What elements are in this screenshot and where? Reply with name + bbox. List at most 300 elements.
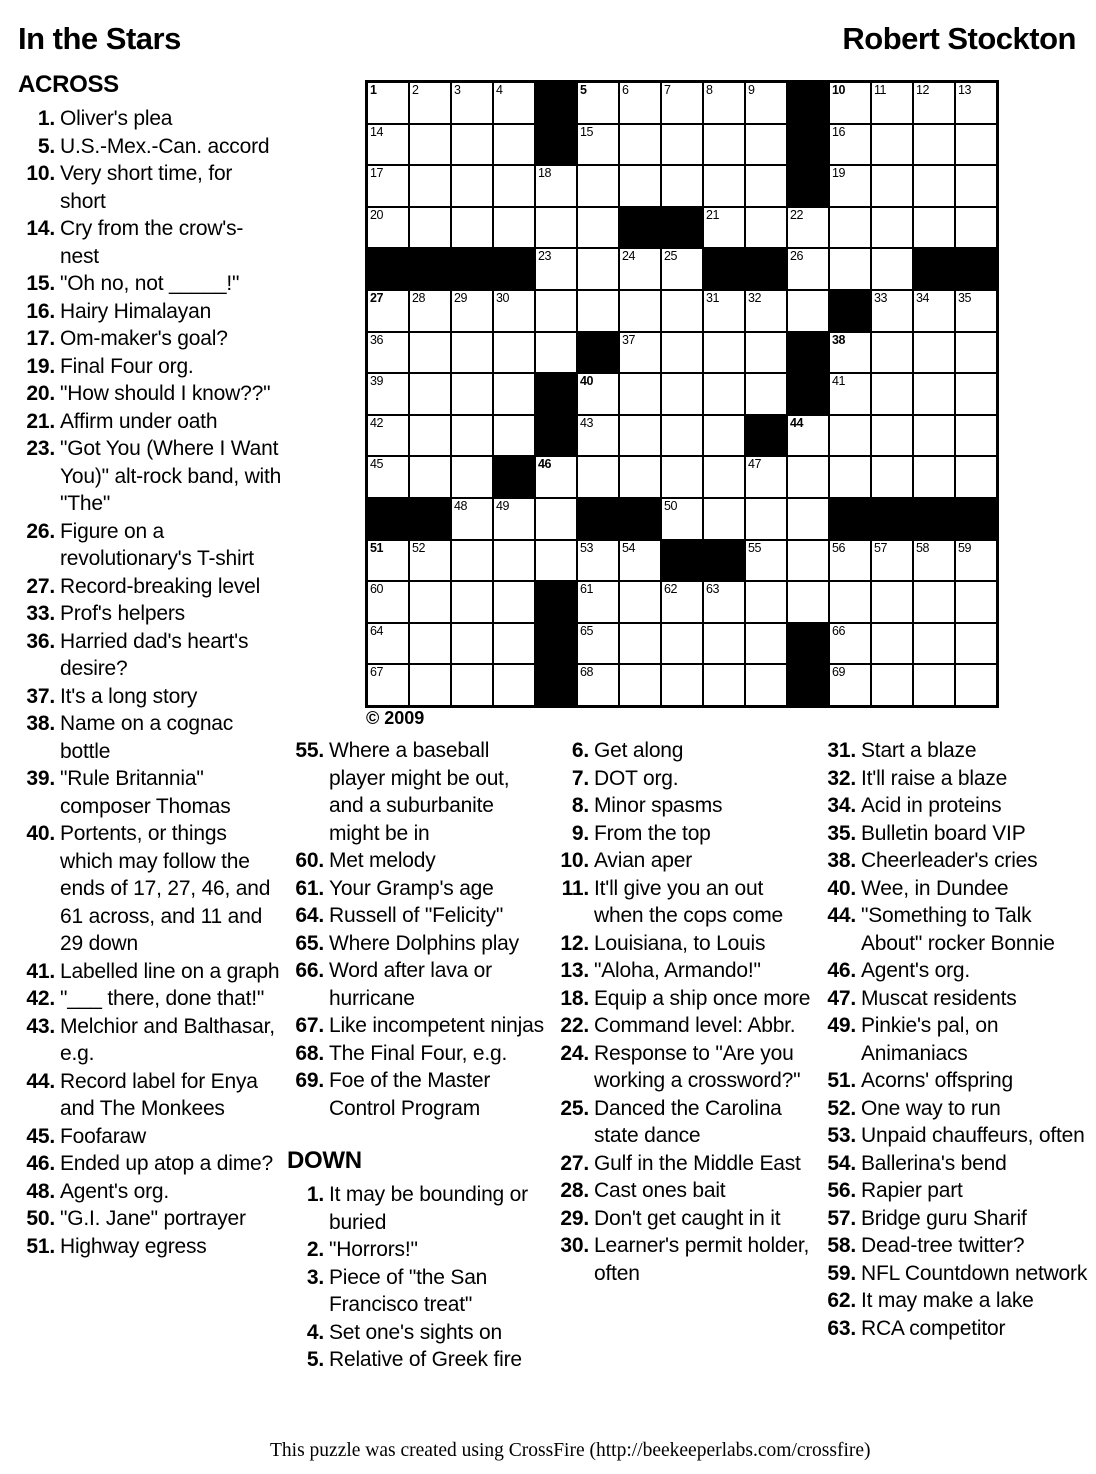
clue-number: 39. (26, 767, 55, 790)
grid-cell-r1c1[interactable] (367, 82, 409, 124)
grid-cell-r3c8[interactable] (661, 165, 703, 207)
grid-cell-r5c14-black (913, 248, 955, 290)
grid-cell-r15c14[interactable] (913, 664, 955, 706)
grid-cell-r13c13[interactable] (871, 581, 913, 623)
grid-cell-r5c11[interactable] (787, 248, 829, 290)
grid-cell-r3c15[interactable] (955, 165, 997, 207)
grid-cell-r7c8[interactable] (661, 332, 703, 374)
down-clue-34 (818, 792, 1095, 820)
grid-cell-r4c13[interactable] (871, 207, 913, 249)
grid-cell-r5c13[interactable] (871, 248, 913, 290)
grid-cell-r1c7[interactable] (619, 82, 661, 124)
clue-text: Don't get caught in it (594, 1206, 781, 1230)
grid-cell-r7c1[interactable] (367, 332, 409, 374)
grid-cell-r15c13[interactable] (871, 664, 913, 706)
grid-cell-r2c7[interactable] (619, 124, 661, 166)
grid-cell-r4c3[interactable] (451, 207, 493, 249)
grid-cell-r6c15[interactable] (955, 290, 997, 332)
grid-cell-r5c1-black (367, 248, 409, 290)
grid-cell-r5c7[interactable] (619, 248, 661, 290)
grid-cell-r12c1[interactable] (367, 540, 409, 582)
grid-cell-r6c10[interactable] (745, 290, 787, 332)
clue-number: 24. (560, 1041, 589, 1065)
grid-cell-r12c14[interactable] (913, 540, 955, 582)
across-clue-19 (17, 353, 282, 381)
cell-number-55: 55 (748, 540, 761, 555)
clue-number: 58. (827, 1234, 856, 1257)
cell-number-61: 61 (580, 582, 593, 597)
grid-cell-r5c5[interactable] (535, 248, 577, 290)
cell-number-44: 44 (790, 415, 803, 430)
clue-text: Very short time, for short (60, 162, 233, 213)
grid-cell-r4c10[interactable] (745, 207, 787, 249)
grid-cell-r7c7[interactable] (619, 332, 661, 374)
grid-cell-r3c14[interactable] (913, 165, 955, 207)
grid-cell-r7c3[interactable] (451, 332, 493, 374)
grid-cell-r3c9[interactable] (703, 165, 745, 207)
cell-number-22: 22 (790, 207, 803, 222)
grid-cell-r4c11[interactable] (787, 207, 829, 249)
grid-cell-r12c5[interactable] (535, 540, 577, 582)
grid-cell-r3c12[interactable] (829, 165, 871, 207)
clue-number: 34. (827, 794, 856, 817)
grid-cell-r5c15-black (955, 248, 997, 290)
grid-cell-r11c9[interactable] (703, 498, 745, 540)
grid-cell-r15c15[interactable] (955, 664, 997, 706)
grid-cell-r15c8[interactable] (661, 664, 703, 706)
page-title: In the Stars (18, 21, 181, 56)
grid-cell-r5c10-black (745, 248, 787, 290)
grid-cell-r12c13[interactable] (871, 540, 913, 582)
grid-cell-r1c6[interactable] (577, 82, 619, 124)
clue-number: 25. (560, 1096, 589, 1120)
clue-text: "Rule Britannia" composer Thomas (60, 767, 231, 818)
cell-number-65: 65 (580, 623, 593, 638)
across-clue-51 (17, 1233, 282, 1261)
grid-cell-r10c8[interactable] (661, 456, 703, 498)
grid-cell-r10c5[interactable] (535, 456, 577, 498)
grid-cell-r7c5[interactable] (535, 332, 577, 374)
grid-cell-r4c2[interactable] (409, 207, 451, 249)
grid-cell-r4c14[interactable] (913, 207, 955, 249)
clue-number: 12. (560, 931, 589, 955)
clue-text: Om-maker's goal? (60, 327, 228, 350)
grid-cell-r7c13[interactable] (871, 332, 913, 374)
grid-cell-r10c11[interactable] (787, 456, 829, 498)
grid-cell-r10c4-black (493, 456, 535, 498)
crossword-grid[interactable] (365, 80, 999, 708)
grid-cell-r1c9[interactable] (703, 82, 745, 124)
grid-cell-r13c3[interactable] (451, 581, 493, 623)
clue-number: 22. (560, 1014, 589, 1037)
grid-cell-r12c15[interactable] (955, 540, 997, 582)
grid-cell-r14c13[interactable] (871, 623, 913, 665)
grid-cell-r9c13[interactable] (871, 415, 913, 457)
clue-text: "Aloha, Armando!" (594, 959, 761, 982)
grid-cell-r15c7[interactable] (619, 664, 661, 706)
grid-cell-r3c10[interactable] (745, 165, 787, 207)
grid-cell-r6c3[interactable] (451, 290, 493, 332)
grid-cell-r4c9[interactable] (703, 207, 745, 249)
down-clue-44 (818, 902, 1095, 957)
grid-cell-r8c4[interactable] (493, 373, 535, 415)
grid-cell-r3c5[interactable] (535, 165, 577, 207)
grid-cell-r6c5[interactable] (535, 290, 577, 332)
grid-cell-r2c14[interactable] (913, 124, 955, 166)
grid-cell-r2c2[interactable] (409, 124, 451, 166)
grid-cell-r3c3[interactable] (451, 165, 493, 207)
grid-cell-r6c11[interactable] (787, 290, 829, 332)
grid-cell-r9c2[interactable] (409, 415, 451, 457)
grid-cell-r11c10[interactable] (745, 498, 787, 540)
grid-cell-r4c15[interactable] (955, 207, 997, 249)
grid-cell-r12c7[interactable] (619, 540, 661, 582)
grid-cell-r14c9[interactable] (703, 623, 745, 665)
across-clue-45 (17, 1123, 282, 1151)
grid-cell-r12c10[interactable] (745, 540, 787, 582)
grid-cell-r8c14[interactable] (913, 373, 955, 415)
grid-cell-r9c4[interactable] (493, 415, 535, 457)
down-clue-list-2 (551, 737, 812, 1287)
grid-cell-r12c2[interactable] (409, 540, 451, 582)
grid-cell-r13c12[interactable] (829, 581, 871, 623)
grid-cell-r13c8[interactable] (661, 581, 703, 623)
grid-cell-r13c9[interactable] (703, 581, 745, 623)
grid-cell-r4c5[interactable] (535, 207, 577, 249)
clue-text: U.S.-Mex.-Can. accord (60, 134, 270, 158)
grid-cell-r12c11[interactable] (787, 540, 829, 582)
down-clue-12 (551, 930, 812, 958)
grid-cell-r2c15[interactable] (955, 124, 997, 166)
grid-cell-r11c4[interactable] (493, 498, 535, 540)
grid-cell-r6c14[interactable] (913, 290, 955, 332)
clue-number: 37. (26, 684, 55, 708)
grid-cell-r3c6[interactable] (577, 165, 619, 207)
grid-cell-r10c7[interactable] (619, 456, 661, 498)
cell-number-59: 59 (958, 540, 971, 555)
clue-number: 27. (560, 1151, 589, 1175)
grid-cell-r12c4[interactable] (493, 540, 535, 582)
clue-text: Ballerina's bend (861, 1151, 1007, 1175)
grid-cell-r10c6[interactable] (577, 456, 619, 498)
clue-number: 62. (827, 1289, 856, 1312)
clue-text: Minor spasms (594, 794, 723, 817)
grid-cell-r8c13[interactable] (871, 373, 913, 415)
clue-text: It'll give you an out when the cops come (594, 876, 784, 927)
grid-cell-r2c6[interactable] (577, 124, 619, 166)
grid-cell-r15c3[interactable] (451, 664, 493, 706)
grid-cell-r2c9[interactable] (703, 124, 745, 166)
across-clue-33 (17, 600, 282, 628)
cell-number-41: 41 (832, 374, 845, 389)
cell-number-19: 19 (832, 166, 845, 181)
cell-number-25: 25 (664, 249, 677, 264)
grid-cell-r15c2[interactable] (409, 664, 451, 706)
grid-cell-r4c8-black (661, 207, 703, 249)
clue-text: "Horrors!" (329, 1238, 418, 1261)
grid-cell-r3c4[interactable] (493, 165, 535, 207)
grid-cell-r13c4[interactable] (493, 581, 535, 623)
across-clue-37 (17, 683, 282, 711)
grid-cell-r4c4[interactable] (493, 207, 535, 249)
clue-text: Response to "Are you working a crossword?" (594, 1041, 801, 1092)
clue-number: 66. (295, 959, 324, 982)
grid-cell-r12c12[interactable] (829, 540, 871, 582)
grid-cell-r2c4[interactable] (493, 124, 535, 166)
grid-cell-r11c5[interactable] (535, 498, 577, 540)
clue-number: 36. (26, 629, 55, 653)
clue-text: Acid in proteins (861, 794, 1002, 817)
grid-cell-r1c14[interactable] (913, 82, 955, 124)
grid-cell-r6c8[interactable] (661, 290, 703, 332)
clue-text: Bulletin board VIP (861, 821, 1026, 845)
clue-number: 40. (26, 822, 55, 845)
grid-cell-r10c3[interactable] (451, 456, 493, 498)
grid-cell-r9c12[interactable] (829, 415, 871, 457)
grid-cell-r5c12[interactable] (829, 248, 871, 290)
grid-cell-r6c13[interactable] (871, 290, 913, 332)
grid-cell-r10c10[interactable] (745, 456, 787, 498)
grid-cell-r7c10[interactable] (745, 332, 787, 374)
grid-cell-r2c8[interactable] (661, 124, 703, 166)
grid-cell-r13c15[interactable] (955, 581, 997, 623)
grid-cell-r9c9[interactable] (703, 415, 745, 457)
down-clues-column-4 (818, 737, 1095, 1342)
grid-cell-r11c12-black (829, 498, 871, 540)
grid-cell-r10c14[interactable] (913, 456, 955, 498)
grid-cell-r2c12[interactable] (829, 124, 871, 166)
clue-number: 68. (295, 1041, 324, 1065)
grid-cell-r8c11-black (787, 373, 829, 415)
grid-cell-r1c12[interactable] (829, 82, 871, 124)
across-clue-36 (17, 628, 282, 683)
clue-number: 7. (571, 766, 589, 790)
grid-cell-r7c4[interactable] (493, 332, 535, 374)
grid-cell-r13c11[interactable] (787, 581, 829, 623)
grid-cell-r8c10[interactable] (745, 373, 787, 415)
cell-number-42: 42 (370, 415, 383, 430)
grid-cell-r5c6[interactable] (577, 248, 619, 290)
clue-number: 54. (827, 1151, 856, 1175)
grid-cell-r14c8[interactable] (661, 623, 703, 665)
grid-cell-r13c14[interactable] (913, 581, 955, 623)
grid-cell-r12c6[interactable] (577, 540, 619, 582)
cell-number-57: 57 (874, 540, 887, 555)
cell-number-17: 17 (370, 166, 383, 181)
clue-number: 10. (26, 162, 55, 185)
grid-cell-r9c7[interactable] (619, 415, 661, 457)
grid-cell-r3c2[interactable] (409, 165, 451, 207)
down-clue-2 (286, 1236, 545, 1264)
grid-cell-r2c1[interactable] (367, 124, 409, 166)
down-clue-24 (551, 1040, 812, 1095)
cell-number-12: 12 (916, 83, 929, 97)
grid-cell-r14c6[interactable] (577, 623, 619, 665)
clue-number: 23. (26, 437, 55, 460)
grid-cell-r14c10[interactable] (745, 623, 787, 665)
grid-cell-r9c6[interactable] (577, 415, 619, 457)
grid-cell-r13c6[interactable] (577, 581, 619, 623)
cell-number-66: 66 (832, 623, 845, 638)
grid-cell-r7c9[interactable] (703, 332, 745, 374)
cell-number-24: 24 (622, 249, 635, 264)
grid-cell-r15c6[interactable] (577, 664, 619, 706)
down-clue-8 (551, 792, 812, 820)
clue-number: 11. (561, 876, 589, 900)
grid-cell-r8c6[interactable] (577, 373, 619, 415)
down-clue-9 (551, 820, 812, 848)
grid-cell-r12c3[interactable] (451, 540, 493, 582)
clue-text: Record label for Enya and The Monkees (60, 1069, 258, 1120)
grid-cell-r7c12[interactable] (829, 332, 871, 374)
clue-number: 56. (827, 1179, 856, 1202)
down-clue-52 (818, 1095, 1095, 1123)
across-clue-21 (17, 408, 282, 436)
grid-cell-r11c8[interactable] (661, 498, 703, 540)
grid-cell-r7c14[interactable] (913, 332, 955, 374)
clue-text: Relative of Greek fire (329, 1348, 522, 1371)
grid-cell-r7c15[interactable] (955, 332, 997, 374)
grid-cell-r3c1[interactable] (367, 165, 409, 207)
grid-cell-r6c4[interactable] (493, 290, 535, 332)
grid-cell-r15c12[interactable] (829, 664, 871, 706)
clue-number: 38. (827, 849, 856, 872)
clue-text: Figure on a revolutionary's T-shirt (60, 519, 254, 570)
cell-number-6: 6 (622, 83, 629, 97)
grid-cell-r8c12[interactable] (829, 373, 871, 415)
grid-cell-r14c12[interactable] (829, 623, 871, 665)
clue-text: Learner's permit holder, often (594, 1234, 810, 1285)
grid-cell-r2c3[interactable] (451, 124, 493, 166)
grid-cell-r8c1[interactable] (367, 373, 409, 415)
down-clue-3 (286, 1264, 545, 1319)
grid-cell-r8c7[interactable] (619, 373, 661, 415)
down-clue-53 (818, 1122, 1095, 1150)
grid-cell-r14c4[interactable] (493, 623, 535, 665)
down-clue-51 (818, 1067, 1095, 1095)
grid-cell-r1c10[interactable] (745, 82, 787, 124)
clue-number: 57. (827, 1206, 856, 1230)
grid-cell-r8c8[interactable] (661, 373, 703, 415)
grid-cell-r7c2[interactable] (409, 332, 451, 374)
cell-number-62: 62 (664, 582, 677, 597)
cell-number-1: 1 (370, 83, 377, 97)
grid-cell-r1c8[interactable] (661, 82, 703, 124)
cell-number-26: 26 (790, 249, 803, 264)
down-clue-list-3 (818, 737, 1095, 1342)
grid-cell-r4c6[interactable] (577, 207, 619, 249)
grid-cell-r6c6[interactable] (577, 290, 619, 332)
clue-number: 28. (560, 1179, 589, 1202)
grid-cell-r6c2[interactable] (409, 290, 451, 332)
cell-number-27: 27 (370, 290, 383, 305)
grid-cell-r10c12[interactable] (829, 456, 871, 498)
grid-cell-r9c15[interactable] (955, 415, 997, 457)
grid-cell-r2c13[interactable] (871, 124, 913, 166)
grid-cell-r10c13[interactable] (871, 456, 913, 498)
grid-cell-r14c7[interactable] (619, 623, 661, 665)
cell-number-28: 28 (412, 290, 425, 305)
clue-number: 8. (571, 794, 589, 817)
across-clue-1 (17, 105, 282, 133)
cell-number-40: 40 (580, 374, 593, 389)
grid-cell-r9c14[interactable] (913, 415, 955, 457)
grid-cell-r11c11[interactable] (787, 498, 829, 540)
grid-cell-r8c9[interactable] (703, 373, 745, 415)
grid-cell-r15c4[interactable] (493, 664, 535, 706)
grid-cell-r14c15[interactable] (955, 623, 997, 665)
footer-credit: This puzzle was created using CrossFire (http://beekeeperlabs.com/crossfire) (270, 1440, 871, 1461)
down-clue-38 (818, 847, 1095, 875)
across-clue-65 (286, 930, 545, 958)
down-clue-list-1 (286, 1181, 545, 1374)
grid-cell-r13c2[interactable] (409, 581, 451, 623)
grid-cell-r8c2[interactable] (409, 373, 451, 415)
grid-cell-r1c4[interactable] (493, 82, 535, 124)
grid-cell-r14c11-black (787, 623, 829, 665)
clue-number: 27. (26, 574, 55, 598)
grid-cell-r13c7[interactable] (619, 581, 661, 623)
grid-cell-r1c15[interactable] (955, 82, 997, 124)
grid-cell-r9c8[interactable] (661, 415, 703, 457)
grid-cell-r4c1[interactable] (367, 207, 409, 249)
grid-cell-r6c7[interactable] (619, 290, 661, 332)
grid-cell-r1c3[interactable] (451, 82, 493, 124)
down-clue-27 (551, 1150, 812, 1178)
clue-number: 41. (26, 959, 55, 983)
cell-number-69: 69 (832, 665, 845, 680)
grid-cell-r11c3[interactable] (451, 498, 493, 540)
grid-cell-r9c3[interactable] (451, 415, 493, 457)
clue-number: 31. (827, 739, 856, 762)
grid-cell-r15c9[interactable] (703, 664, 745, 706)
grid-cell-r8c3[interactable] (451, 373, 493, 415)
grid-cell-r6c1[interactable] (367, 290, 409, 332)
clue-text: "How should I know??" (60, 382, 271, 405)
grid-cell-r3c13[interactable] (871, 165, 913, 207)
grid-cell-r15c10[interactable] (745, 664, 787, 706)
grid-cell-r15c1[interactable] (367, 664, 409, 706)
cell-number-34: 34 (916, 290, 929, 305)
grid-cell-r10c9[interactable] (703, 456, 745, 498)
clue-text: Oliver's plea (60, 107, 173, 130)
grid-cell-r3c7[interactable] (619, 165, 661, 207)
grid-cell-r5c8[interactable] (661, 248, 703, 290)
clue-number: 44. (827, 904, 856, 927)
grid-cell-r1c2[interactable] (409, 82, 451, 124)
grid-cell-r4c12[interactable] (829, 207, 871, 249)
grid-cell-r14c2[interactable] (409, 623, 451, 665)
grid-cell-r8c15[interactable] (955, 373, 997, 415)
grid-cell-r10c15[interactable] (955, 456, 997, 498)
grid-cell-r2c10[interactable] (745, 124, 787, 166)
grid-cell-r6c9[interactable] (703, 290, 745, 332)
grid-cell-r14c14[interactable] (913, 623, 955, 665)
grid-cell-r14c3[interactable] (451, 623, 493, 665)
grid-cell-r2c11-black (787, 124, 829, 166)
grid-cell-r9c1[interactable] (367, 415, 409, 457)
grid-cell-r1c13[interactable] (871, 82, 913, 124)
grid-cell-r10c2[interactable] (409, 456, 451, 498)
grid-cell-r14c1[interactable] (367, 623, 409, 665)
across-clue-5 (17, 133, 282, 161)
clue-text: It may make a lake (861, 1289, 1034, 1312)
grid-cell-r13c10[interactable] (745, 581, 787, 623)
grid-cell-r13c1[interactable] (367, 581, 409, 623)
grid-cell-r9c11[interactable] (787, 415, 829, 457)
grid-cell-r10c1[interactable] (367, 456, 409, 498)
clue-text: Where Dolphins play (329, 931, 519, 955)
